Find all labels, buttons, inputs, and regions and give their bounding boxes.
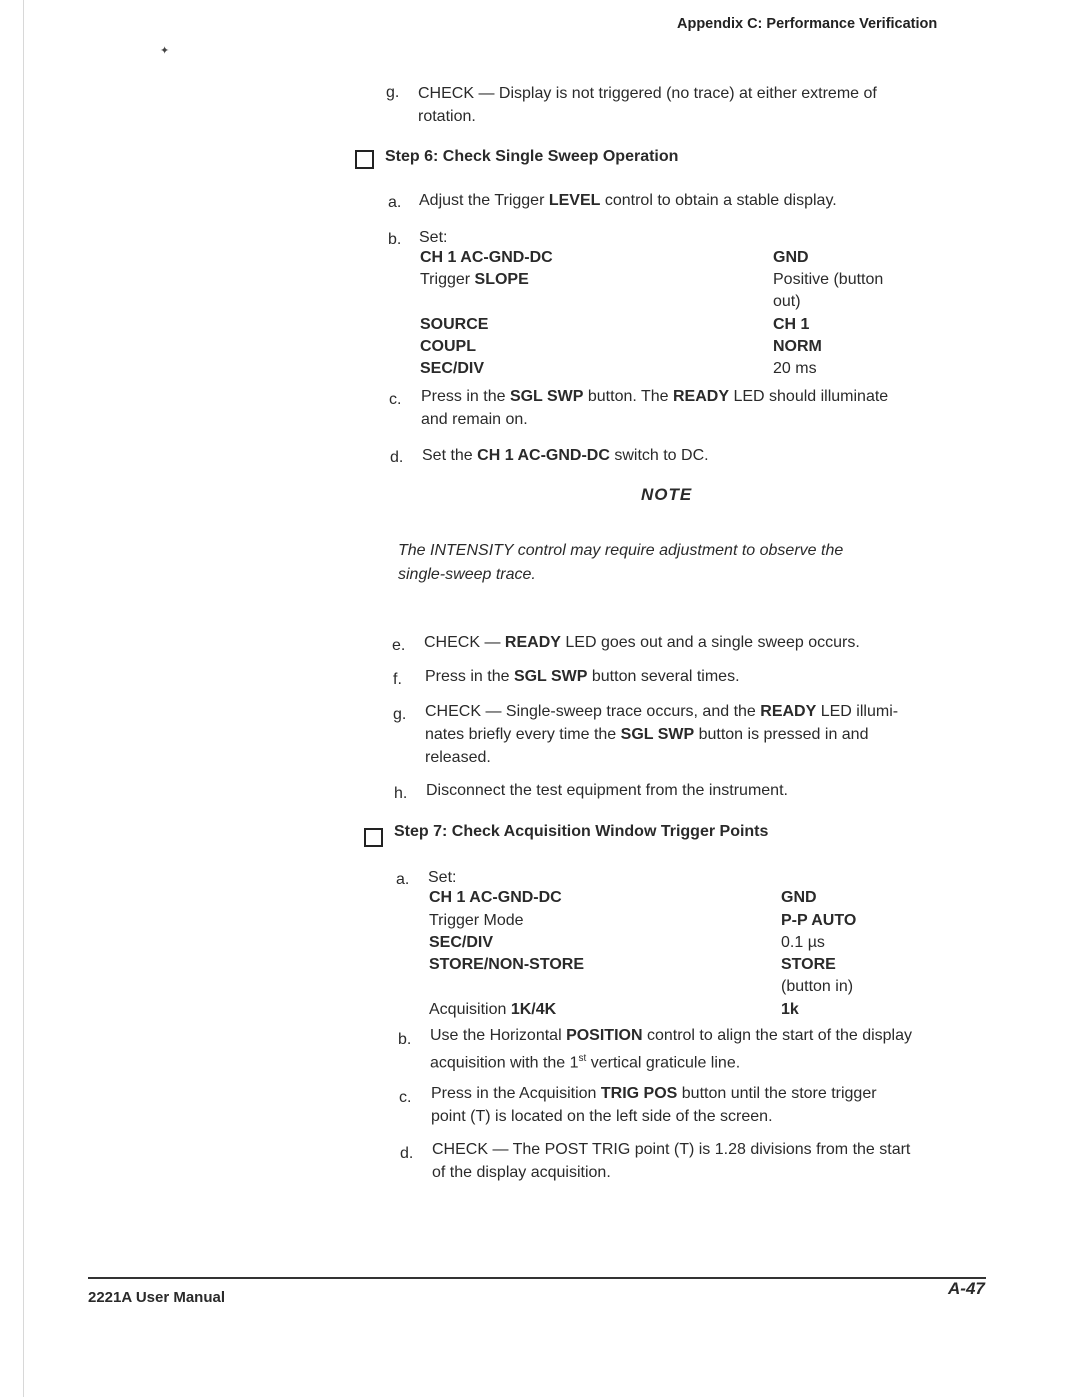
item-letter: g. [386,84,400,101]
item-letter: d. [390,449,404,466]
note-body: The INTENSITY control may require adjustment to observe the single-sweep trace. [398,542,844,583]
setting-control: Trigger SLOPE [420,271,529,288]
setting-value: Positive (button [773,271,884,288]
item-letter: b. [398,1031,412,1048]
step-heading: Step 7: Check Acquisition Window Trigger Points [394,823,769,840]
footer-page-number: A-47 [948,1279,985,1298]
setting-value: (button in) [781,978,854,995]
item-letter: b. [388,231,402,248]
item-letter: d. [400,1145,414,1162]
item-letter: f. [393,671,402,688]
setting-control: CH 1 AC-GND-DC [420,249,553,266]
footer-rule [88,1277,986,1279]
setting-control: SOURCE [420,316,489,333]
note-title: NOTE [641,485,693,504]
page-header: Appendix C: Performance Verification [677,16,938,32]
step-checkbox[interactable] [355,150,374,169]
item-text: Use the Horizontal POSITION control to align the start of the display acquisition with the 1st vertical graticule line. [430,1027,912,1072]
setting-control: Acquisition 1K/4K [429,1001,557,1018]
setting-control: STORE/NON-STORE [429,956,584,973]
item-text: CHECK — Single-sweep trace occurs, and the READY LED illumi- nates briefly every time the SGL SWP button is pressed in and released. [425,703,899,766]
setting-value: 0.1 µs [781,934,825,951]
item-text: Press in the SGL SWP button several times. [425,668,740,685]
step-heading: Step 6: Check Single Sweep Operation [385,148,679,165]
item-line: rotation. [418,108,476,125]
setting-value: 1k [781,1001,799,1018]
setting-control: CH 1 AC-GND-DC [429,889,562,906]
item-letter: a. [388,194,402,211]
setting-value: GND [781,889,817,906]
item-text: Press in the SGL SWP button. The READY LED should illuminate and remain on. [421,388,889,428]
item-letter: h. [394,785,408,802]
step-checkbox[interactable] [364,828,383,847]
setting-control: COUPL [420,338,476,355]
setting-control: SEC/DIV [420,360,485,377]
item-letter: a. [396,871,410,888]
setting-value: STORE [781,956,836,973]
item-text: CHECK — READY LED goes out and a single sweep occurs. [424,634,860,651]
setting-value: CH 1 [773,316,810,333]
setting-value: NORM [773,338,822,355]
setting-value: P-P AUTO [781,912,857,929]
item-letter: e. [392,637,406,654]
setting-value: GND [773,249,809,266]
item-letter: c. [399,1089,412,1106]
item-text: Disconnect the test equipment from the instrument. [426,782,788,799]
item-text: Press in the Acquisition TRIG POS button until the store trigger point (T) is located on the left side of the screen. [431,1085,877,1125]
setting-control: Trigger Mode [429,912,524,929]
scan-edge-line [23,0,24,1397]
item-text: CHECK — The POST TRIG point (T) is 1.28 divisions from the start of the display acquisition. [432,1141,911,1181]
item-text: Set the CH 1 AC-GND-DC switch to DC. [422,447,709,464]
set-label: Set: [428,869,457,886]
setting-value: out) [773,293,801,310]
item-line: CHECK — Display is not triggered (no trace) at either extreme of [418,85,877,102]
item-letter: g. [393,706,407,723]
setting-value: 20 ms [773,360,817,377]
item-text [418,82,877,128]
footer-manual: 2221A User Manual [88,1289,226,1306]
item-letter: c. [389,391,402,408]
item-text: Adjust the Trigger LEVEL control to obtain a stable display. [419,192,837,209]
scan-speck: ✦ [160,45,170,57]
setting-control: SEC/DIV [429,934,494,951]
set-label: Set: [419,229,448,246]
